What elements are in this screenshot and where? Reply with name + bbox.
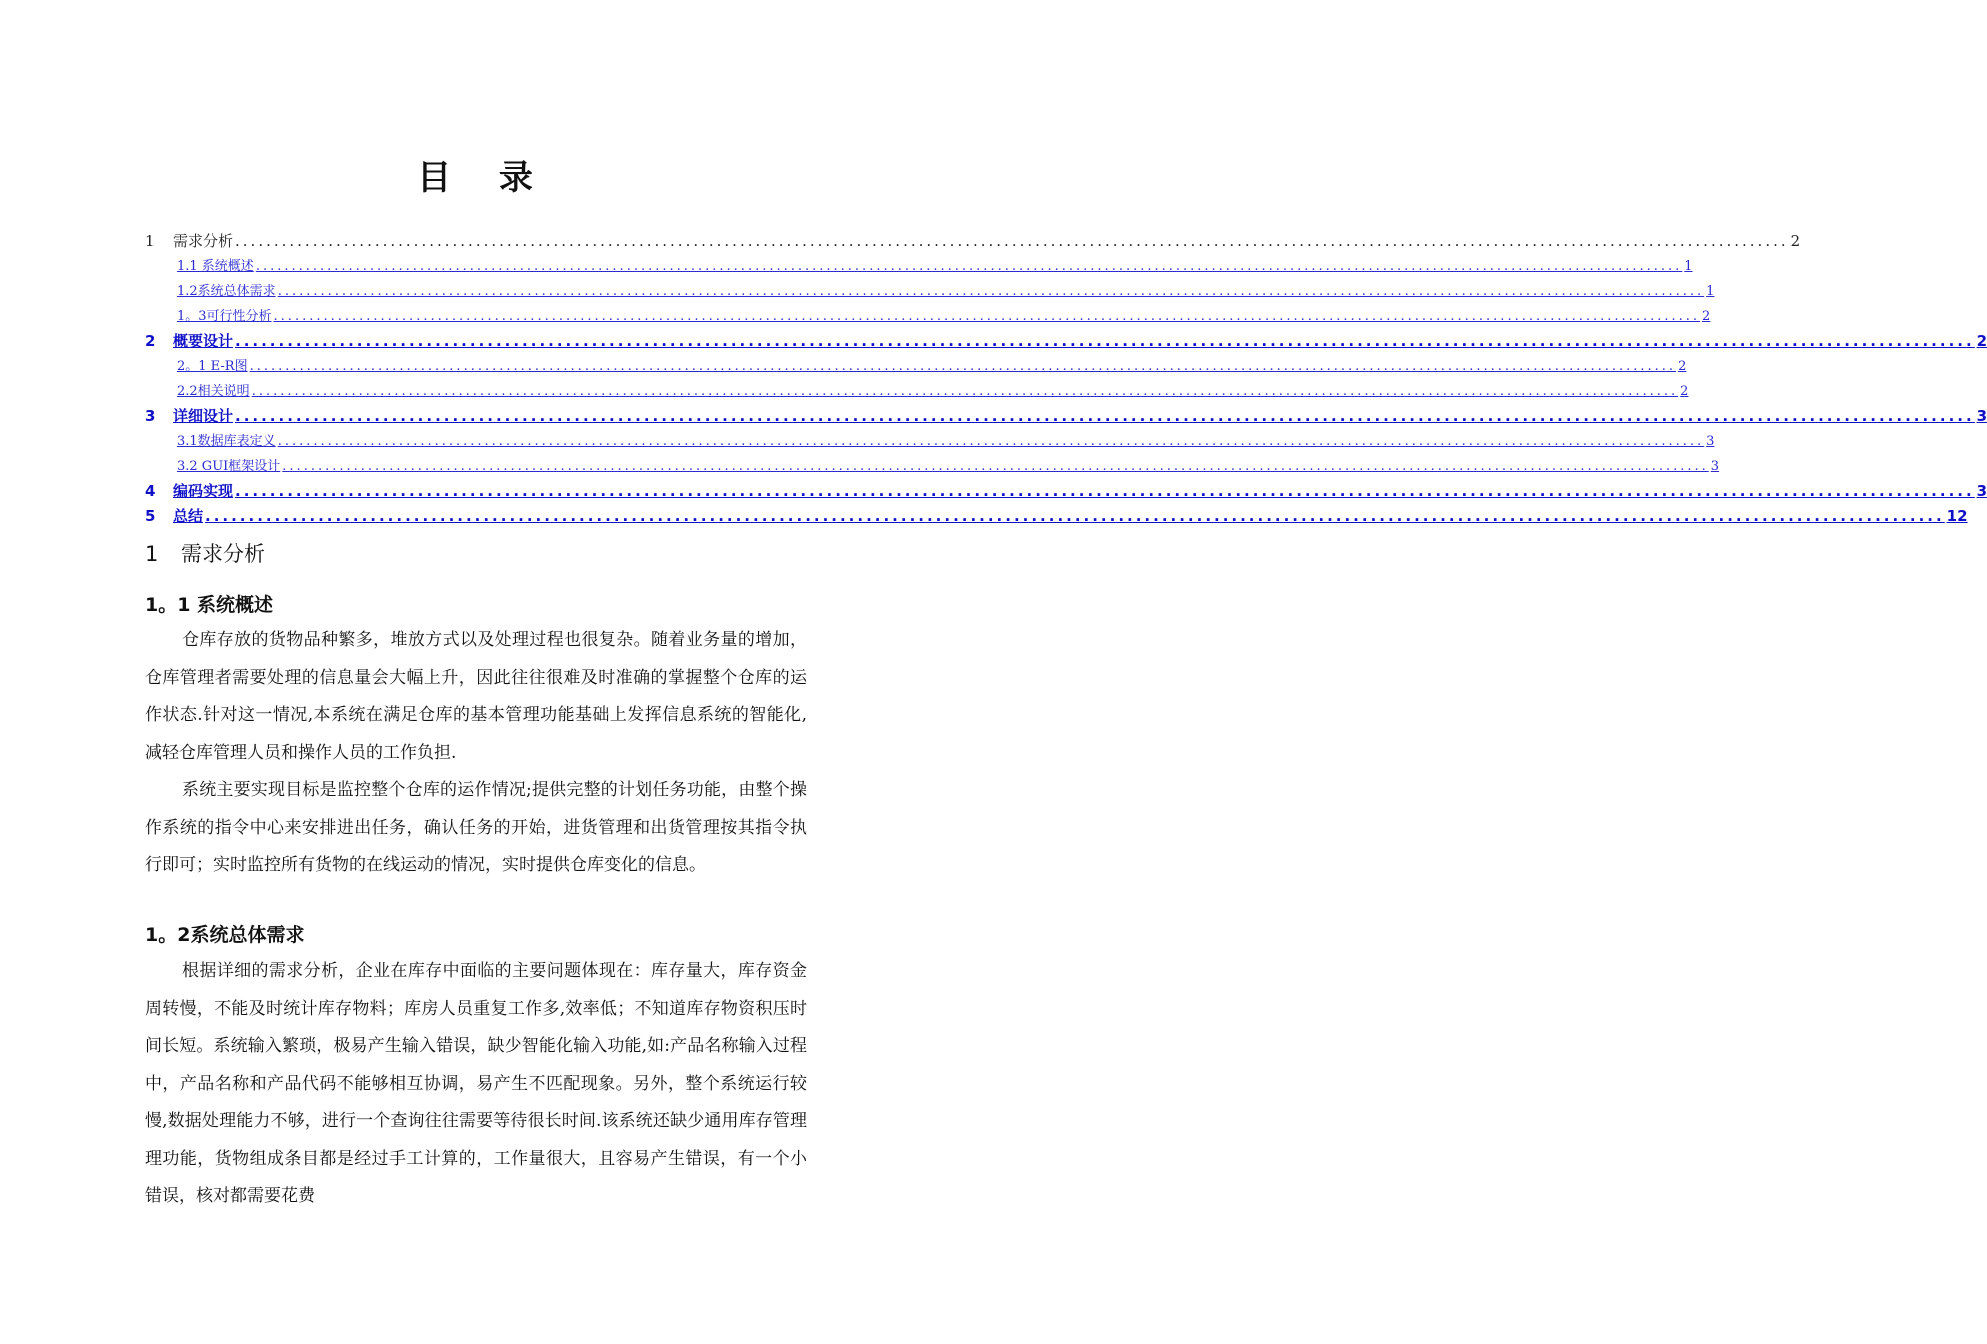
toc-entry-label xyxy=(145,330,233,351)
toc-entry-label xyxy=(145,230,233,251)
toc-entry-4[interactable] xyxy=(145,480,1987,505)
toc-subentry[interactable] xyxy=(145,255,1693,280)
toc-subentry[interactable] xyxy=(145,355,1687,380)
toc-leader-dots: ........................................................................................................................................................................................................ xyxy=(277,434,1705,449)
toc-leader-dots: ........................................................................................................................................................................................................ xyxy=(277,284,1705,299)
toc-subentry-title: 1。3可行性分析 xyxy=(177,309,272,324)
table-of-contents xyxy=(145,230,1987,530)
section-title: 需求分析 xyxy=(181,542,265,566)
toc-entry-number: 1 xyxy=(145,232,155,250)
toc-leader-dots: ........................................................................................................................................................................................................ xyxy=(235,332,1975,350)
toc-page-number: 3 xyxy=(1976,482,1987,500)
toc-title: 目 录 xyxy=(417,158,551,198)
toc-leader-dots: ........................................................................................................................................................................................................ xyxy=(249,359,1677,374)
paragraph-requirements-1: 根据详细的需求分析，企业在库存中面临的主要问题体现在：库存量大，库存资金周转慢，不能及时统计库存物料；库房人员重复工作多,效率低；不知道库存物资积压时间长短。系统输入繁琐，极易产生输入错误，缺少智能化输入功能,如:产品名称输入过程中，产品名称和产品代码不能够相互协调，易产生不匹配现象。另外，整个系统运行较慢,数据处理能力不够，进行一个查询往往需要等待很长时间.该系统还缺少通用库存管理理功能，货物组成条目都是经过手工计算的，工作量很大，且容易产生错误，有一个小错误，核对都需要花费 xyxy=(145,961,807,1206)
toc-entry-title: 概要设计 xyxy=(173,332,234,350)
toc-subentry-title: 2.2相关说明 xyxy=(177,384,250,399)
toc-leader-dots: ........................................................................................................................................................................................................ xyxy=(235,482,1975,500)
toc-page-number: 3 xyxy=(1710,459,1720,474)
toc-entry-2[interactable] xyxy=(145,330,1987,355)
toc-subentry-title: 3.1数据库表定义 xyxy=(177,434,276,449)
toc-page-number: 3 xyxy=(1706,434,1715,449)
subsection-heading-1-2: 1。2系统总体需求 xyxy=(145,924,305,946)
toc-leader-dots: ........................................................................................................................................................................................................ xyxy=(235,407,1975,425)
toc-entry-label xyxy=(145,505,203,526)
toc-page-number: 2 xyxy=(1976,332,1987,350)
toc-page-number: 1 xyxy=(1684,259,1693,274)
toc-page-number: 3 xyxy=(1976,407,1987,425)
toc-subentry[interactable] xyxy=(145,305,1711,330)
toc-entry-number: 2 xyxy=(145,332,156,350)
toc-page-number: 1 xyxy=(1706,284,1715,299)
toc-leader-dots: ........................................................................................................................................................................................................ xyxy=(235,232,1789,250)
toc-entry-title: 需求分析 xyxy=(173,232,234,250)
toc-entry-title: 编码实现 xyxy=(173,482,234,500)
toc-page-number: 2 xyxy=(1702,309,1711,324)
toc-entry-number: 5 xyxy=(145,507,156,525)
toc-entry-title: 总结 xyxy=(173,507,204,525)
toc-subentry-title: 1.1 系统概述 xyxy=(177,259,254,274)
toc-leader-dots: ........................................................................................................................................................................................................ xyxy=(251,384,1679,399)
toc-leader-dots: ........................................................................................................................................................................................................ xyxy=(282,459,1709,474)
toc-entry-label xyxy=(145,480,233,501)
toc-subentry[interactable] xyxy=(145,380,1689,405)
paragraph-overview-2: 系统主要实现目标是监控整个仓库的运作情况;提供完整的计划任务功能，由整个操作系统的指令中心来安排进出任务，确认任务的开始，进货管理和出货管理按其指令执行即可；实时监控所有货物的在线运动的情况，实时提供仓库变化的信息。 xyxy=(145,780,807,875)
toc-entry-5[interactable] xyxy=(145,505,1968,530)
toc-page-number: 12 xyxy=(1946,507,1968,525)
section-heading-1 xyxy=(145,538,265,568)
paragraph-overview-1: 仓库存放的货物品种繁多，堆放方式以及处理过程也很复杂。随着业务量的增加，仓库管理者需要处理的信息量会大幅上升，因此往往很难及时准确的掌握整个仓库的运作状态.针对这一情况,本系统在满足仓库的基本管理功能基础上发挥信息系统的智能化,减轻仓库管理人员和操作人员的工作负担. xyxy=(145,630,807,763)
toc-page-number: 2 xyxy=(1680,384,1689,399)
toc-entry-label xyxy=(145,405,233,426)
toc-entry-1[interactable] xyxy=(145,230,1801,255)
toc-subentry[interactable] xyxy=(145,455,1720,480)
toc-page-number: 2 xyxy=(1678,359,1687,374)
toc-subentry-title: 3.2 GUI框架设计 xyxy=(177,459,281,474)
toc-entry-3[interactable] xyxy=(145,405,1987,430)
toc-subentry-title: 2。1 E-R图 xyxy=(177,359,248,374)
toc-leader-dots: ........................................................................................................................................................................................................ xyxy=(255,259,1683,274)
toc-subentry-title: 1.2系统总体需求 xyxy=(177,284,276,299)
toc-subentry[interactable] xyxy=(145,430,1715,455)
toc-entry-number: 3 xyxy=(145,407,156,425)
toc-entry-number: 4 xyxy=(145,482,156,500)
section-number: 1 xyxy=(145,542,159,566)
toc-leader-dots: ........................................................................................................................................................................................................ xyxy=(273,309,1701,324)
toc-subentry[interactable] xyxy=(145,280,1715,305)
toc-page-number: 2 xyxy=(1790,232,1801,250)
toc-leader-dots: ........................................................................................................................................................................................................ xyxy=(205,507,1945,525)
toc-entry-title: 详细设计 xyxy=(173,407,234,425)
subsection-heading-1-1: 1。1 系统概述 xyxy=(145,594,274,616)
